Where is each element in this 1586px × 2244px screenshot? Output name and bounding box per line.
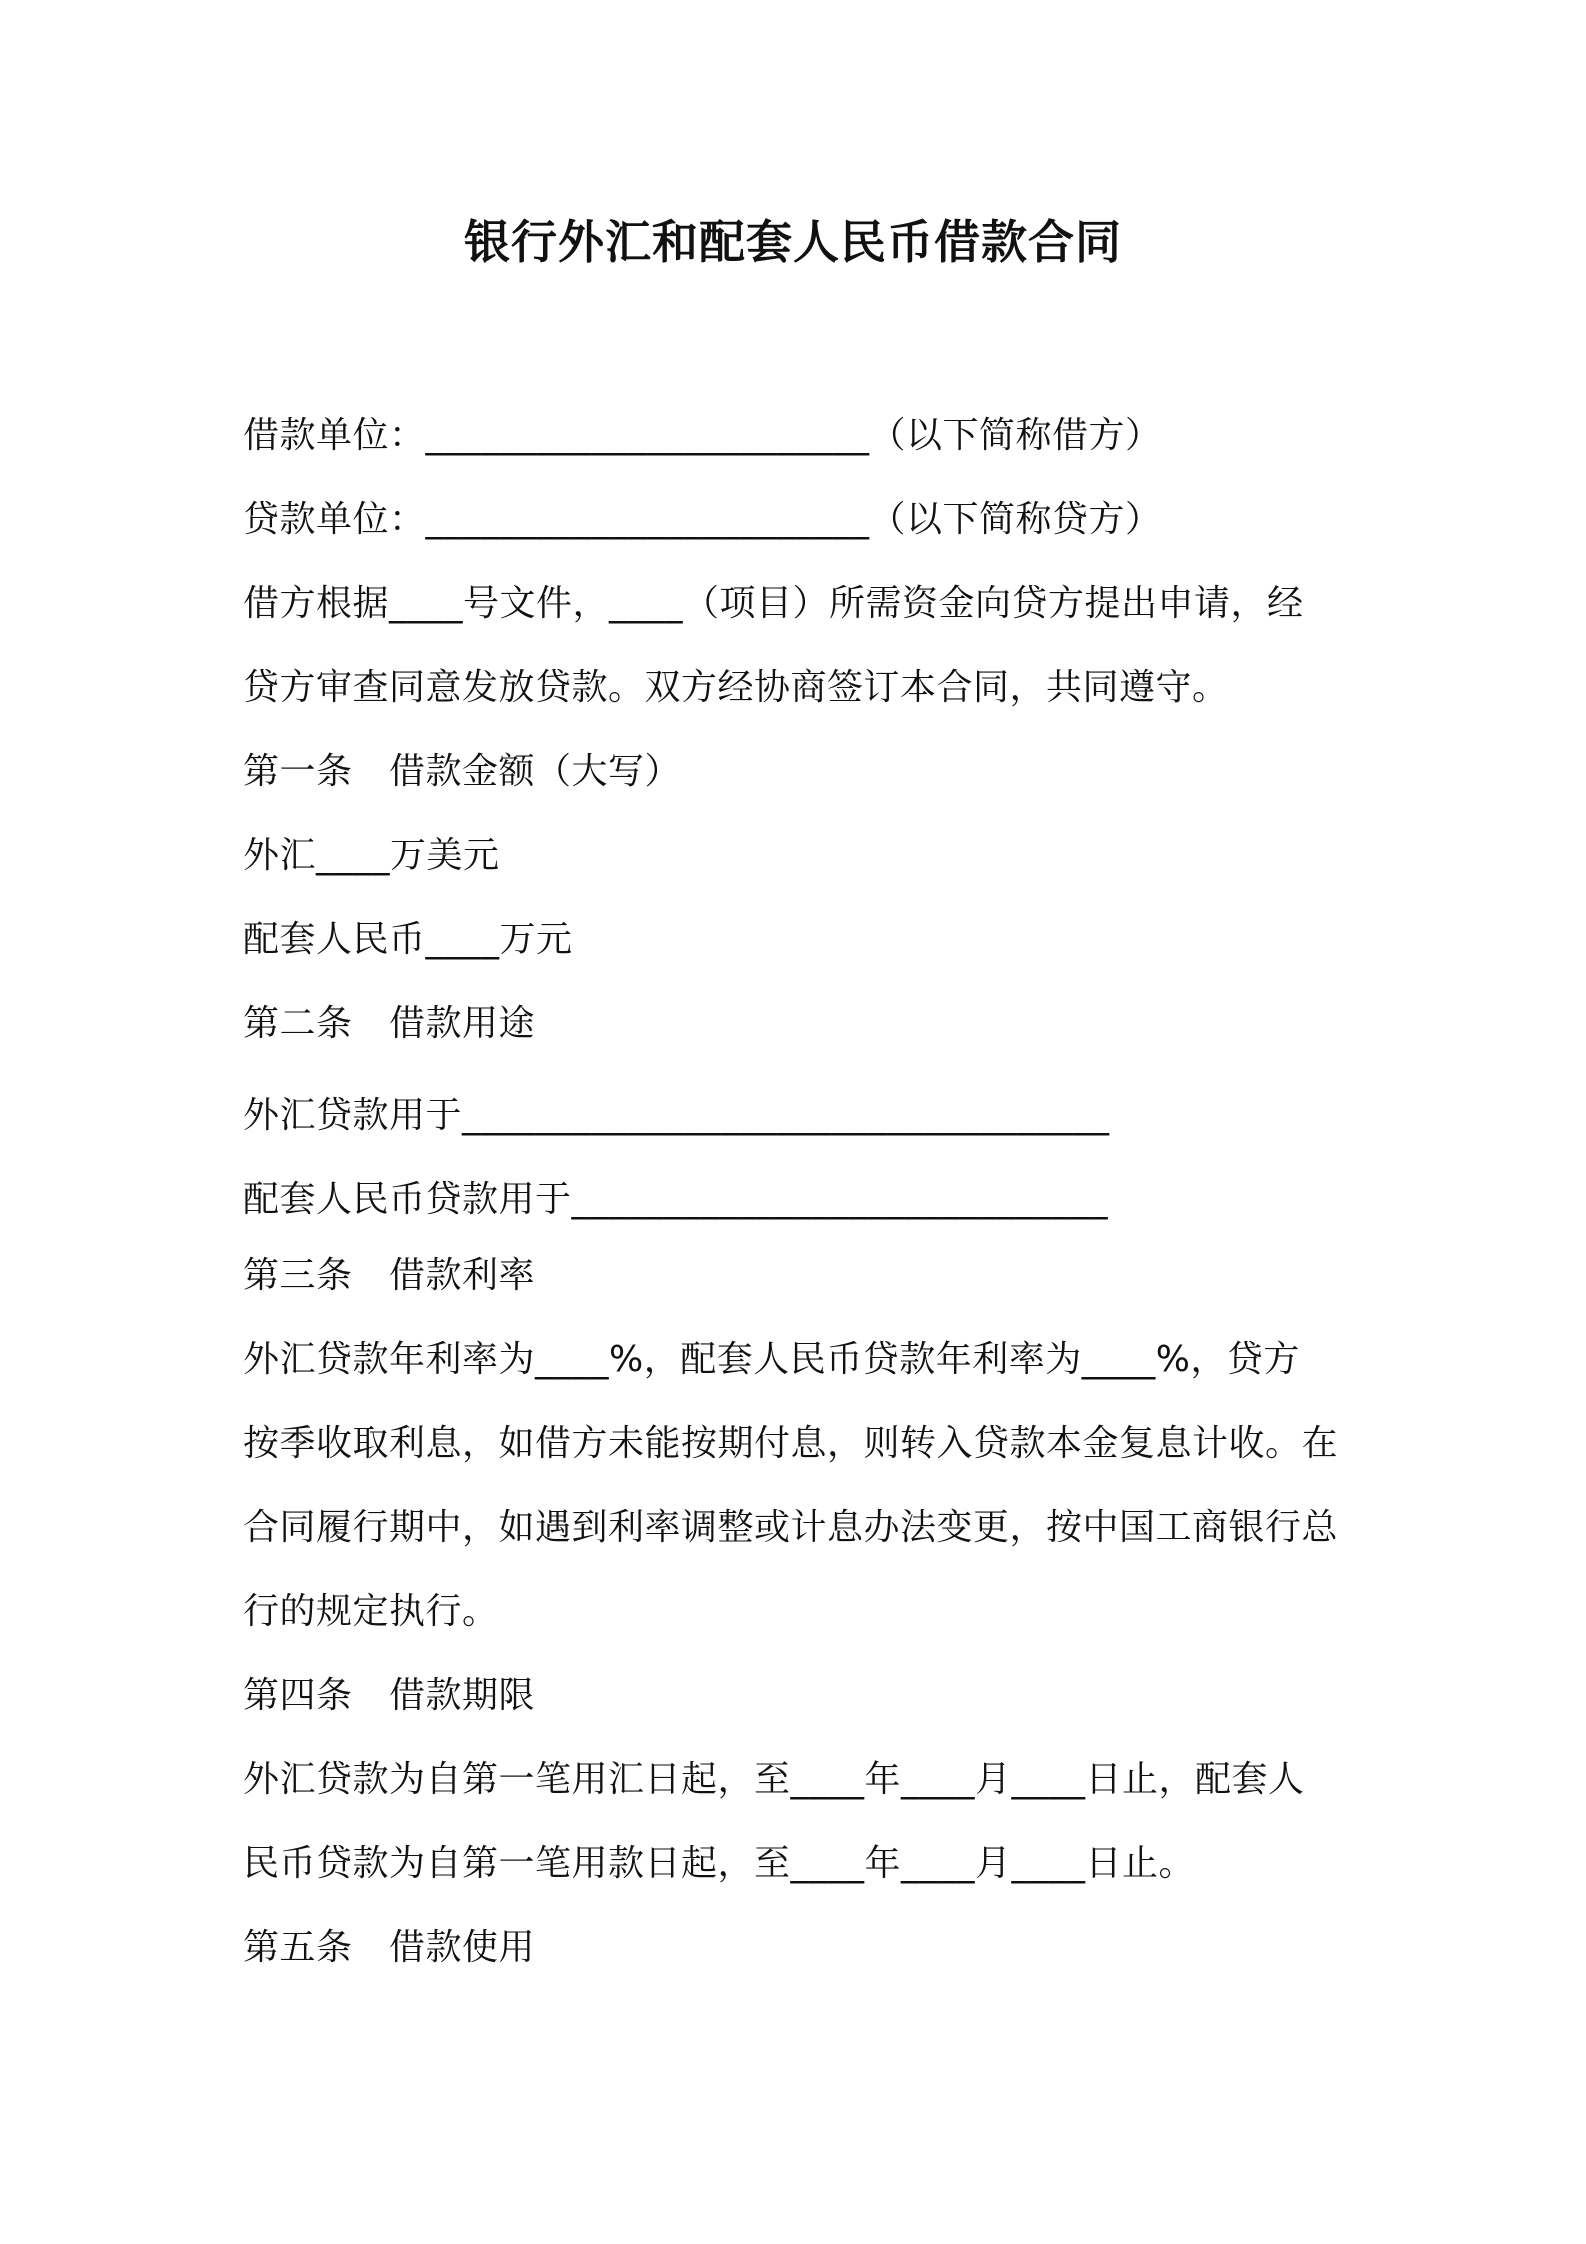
interest-line-2: 按季收取利息，如借方未能按期付息，则转入贷款本金复息计收。在 xyxy=(243,1423,1339,1464)
document-title: 银行外汇和配套人民币借款合同 xyxy=(464,215,1122,269)
term-line-1: 外汇贷款为自第一笔用汇日起，至____年____月____日止，配套人 xyxy=(243,1759,1305,1800)
foreign-amount-line: 外汇____万美元 xyxy=(243,835,500,876)
rmb-amount-line: 配套人民币____万元 xyxy=(243,919,573,960)
preamble-line-1: 借方根据____号文件，____（项目）所需资金向贷方提出申请，经 xyxy=(243,583,1304,624)
rmb-purpose-line: 配套人民币贷款用于_____________________________ xyxy=(243,1179,1109,1220)
preamble-line-2: 贷方审查同意发放贷款。双方经协商签订本合同，共同遵守。 xyxy=(243,667,1229,708)
article-2-heading: 第二条 借款用途 xyxy=(243,1003,536,1044)
lender-line: 贷款单位：________________________（以下简称贷方） xyxy=(243,499,1162,540)
interest-line-3: 合同履行期中，如遇到利率调整或计息办法变更，按中国工商银行总 xyxy=(243,1507,1339,1548)
interest-line-4: 行的规定执行。 xyxy=(243,1591,499,1632)
borrower-line: 借款单位：________________________（以下简称借方） xyxy=(243,415,1162,456)
foreign-purpose-line: 外汇贷款用于___________________________________ xyxy=(243,1095,1110,1136)
article-3-heading: 第三条 借款利率 xyxy=(243,1255,536,1296)
article-1-heading: 第一条 借款金额（大写） xyxy=(243,751,682,792)
article-5-heading: 第五条 借款使用 xyxy=(243,1927,536,1968)
term-line-2: 民币贷款为自第一笔用款日起，至____年____月____日止。 xyxy=(243,1843,1196,1884)
interest-line-1: 外汇贷款年利率为____%，配套人民币贷款年利率为____%，贷方 xyxy=(243,1339,1300,1380)
article-4-heading: 第四条 借款期限 xyxy=(243,1675,536,1716)
